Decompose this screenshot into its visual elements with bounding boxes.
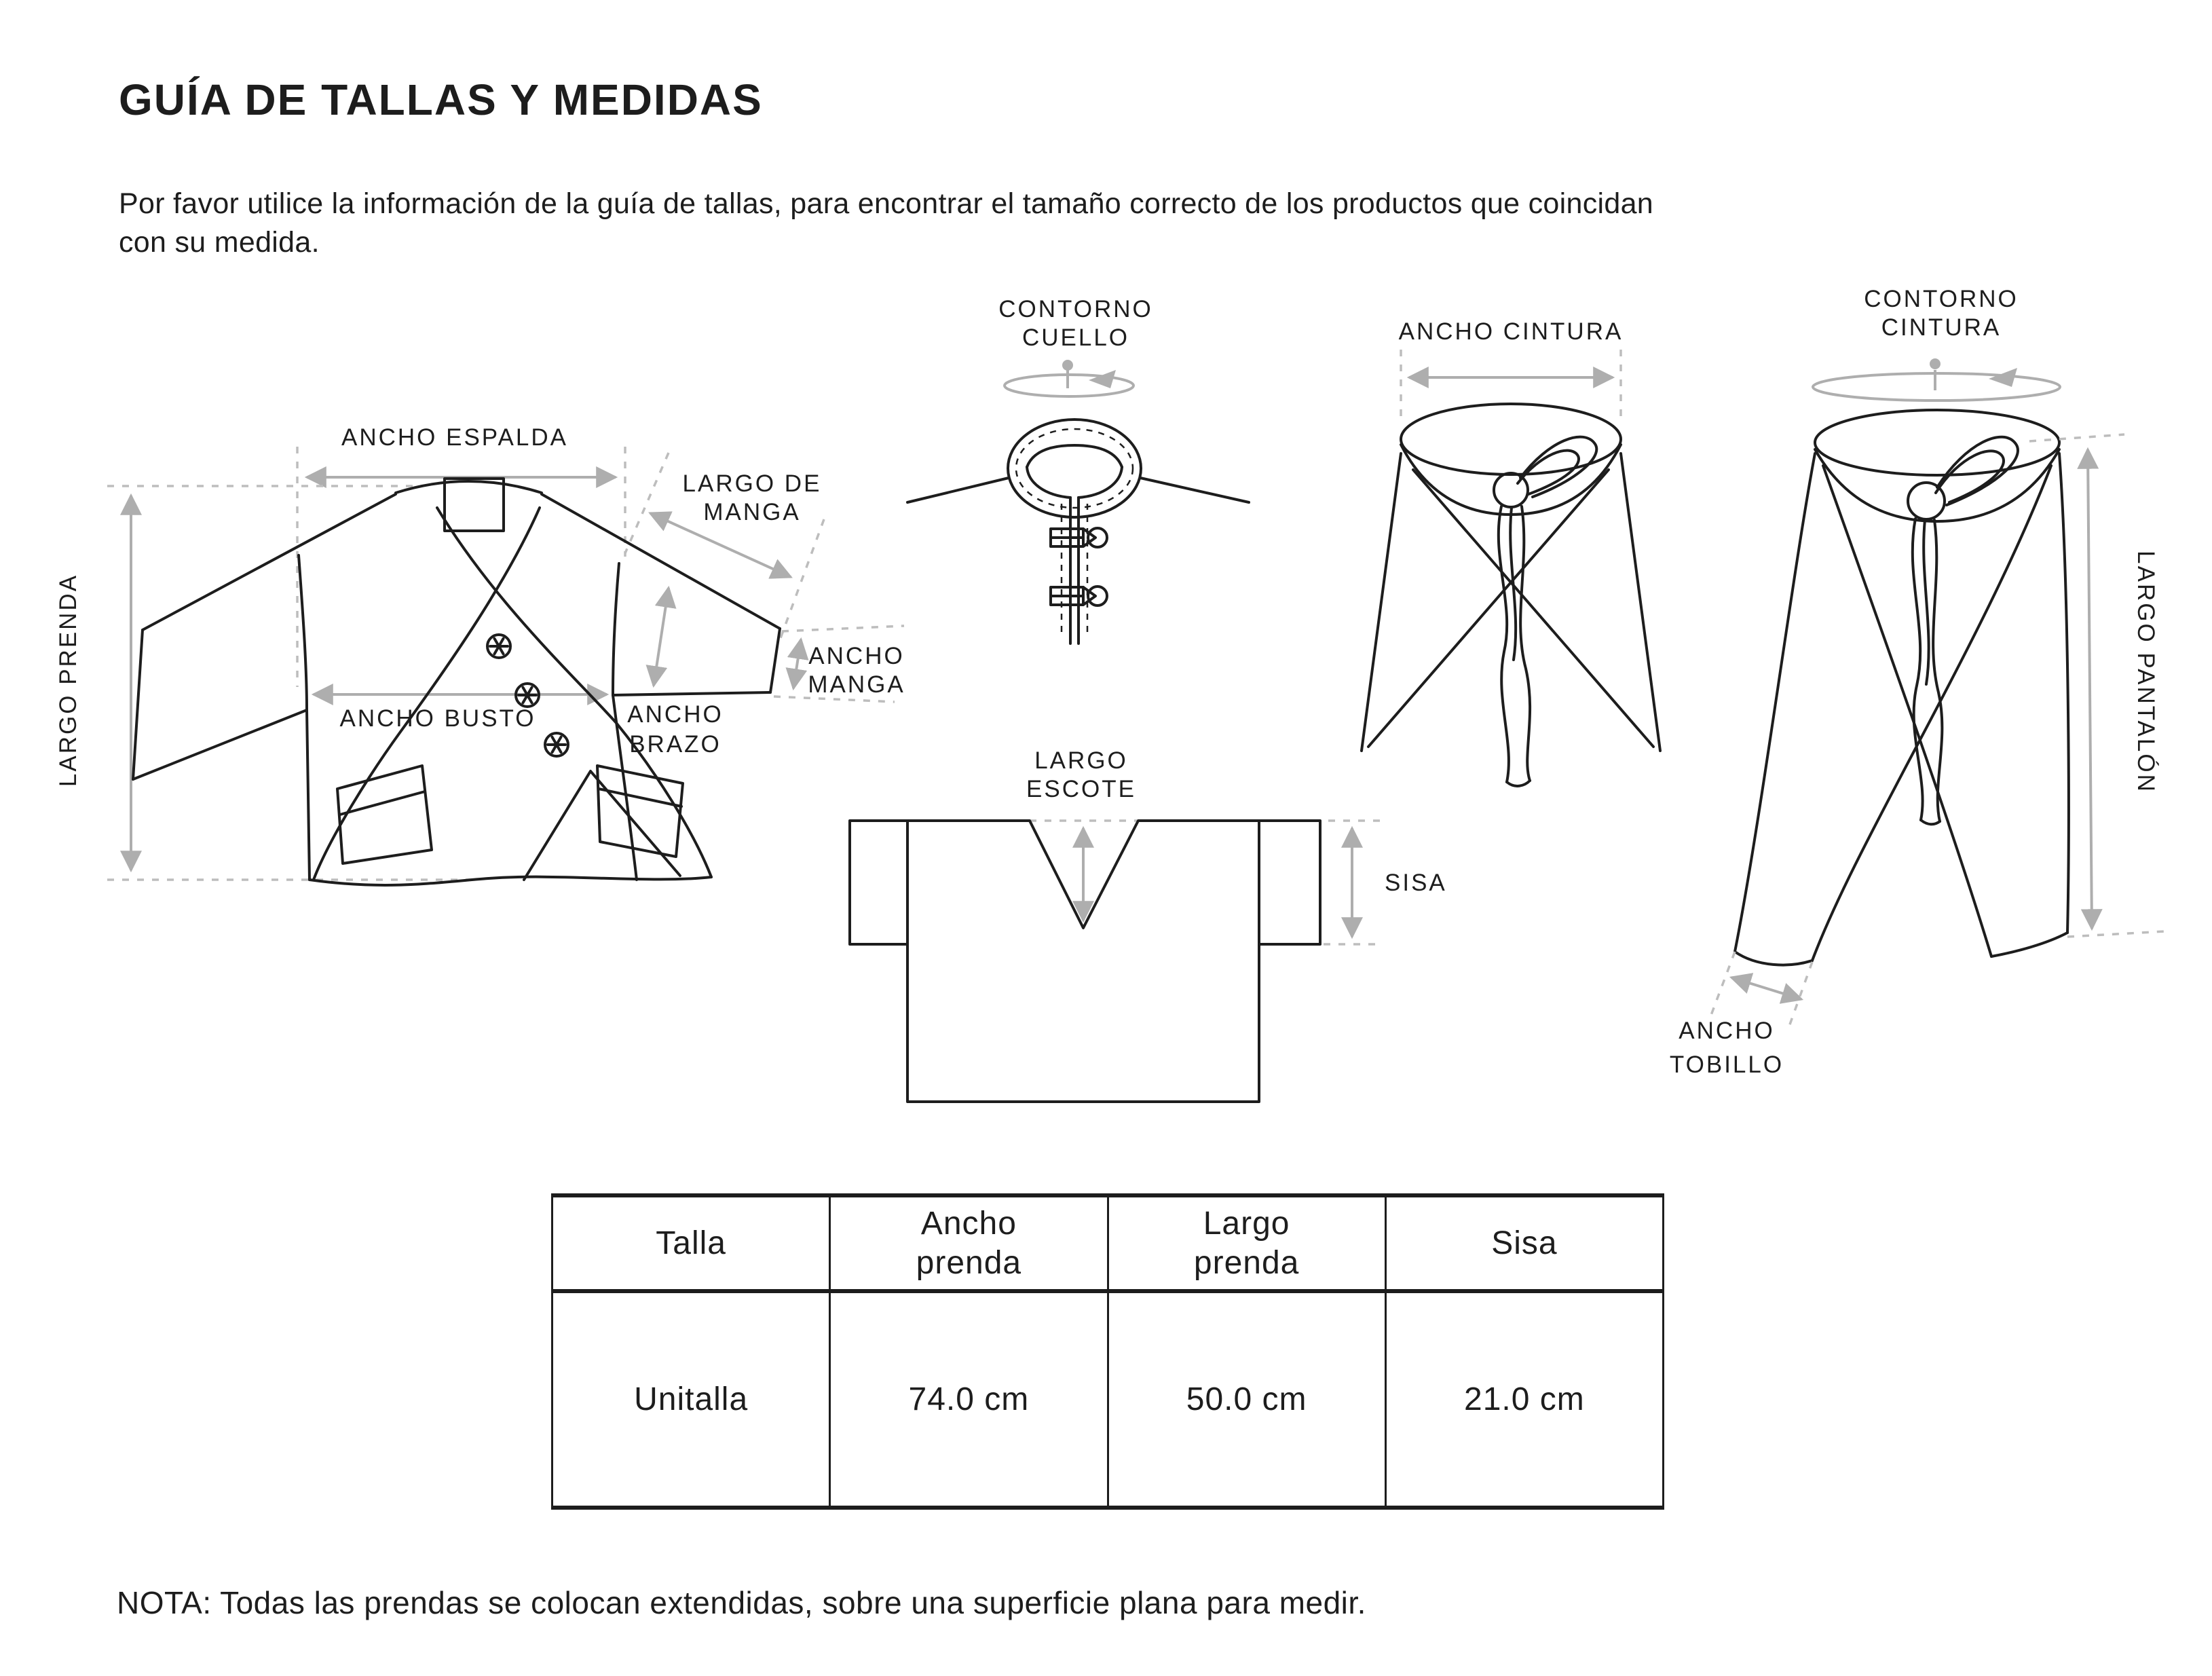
header-largo-prenda-line2: prenda	[1193, 1244, 1300, 1281]
pants-right-hem	[1991, 933, 2067, 956]
label-largo-de-manga-line2: MANGA	[703, 499, 801, 525]
rotation-arrow-icon	[1005, 360, 1133, 396]
guide-manga-top	[625, 453, 669, 553]
jacket-underlayer	[524, 771, 680, 880]
jacket-diagram	[55, 424, 905, 885]
label-largo-de-manga-line1: LARGO DE	[682, 470, 822, 497]
size-table-header-ancho-prenda	[830, 1195, 1108, 1291]
label-contorno-cintura-line1: CONTORNO	[1864, 286, 2019, 312]
jacket-left-armhole	[299, 555, 307, 710]
collar-inner-back-rim	[1027, 445, 1122, 467]
collar-diagram	[907, 296, 1249, 644]
label-largo-pantalon: LARGO PANTALÓN	[2133, 551, 2159, 794]
pants-right-outer	[2059, 453, 2069, 933]
cell-sisa: 21.0 cm	[1385, 1291, 1663, 1508]
jacket-right-cuff	[770, 629, 780, 692]
header-ancho-prenda-line1: Ancho	[920, 1205, 1017, 1242]
label-ancho-espalda: ANCHO ESPALDA	[341, 424, 568, 451]
wrap-skirt-diagram	[1362, 318, 1660, 786]
skirt-sash-bow	[1494, 437, 1596, 786]
jacket-right-sleeve-under	[613, 692, 770, 695]
jacket-left-pocket	[337, 766, 432, 863]
collar-placket	[1070, 498, 1079, 644]
jacket-left-side	[307, 710, 310, 880]
jacket-left-sleeve-under	[133, 710, 307, 779]
header-ancho-prenda-line2: prenda	[916, 1244, 1022, 1281]
tee-diagram	[850, 747, 1447, 1102]
measurement-note: NOTA: Todas las prendas se colocan extendidas, sobre una superficie plana para medir.	[117, 1585, 1366, 1620]
jacket-left-sleeve-top	[143, 494, 396, 630]
arrow-ancho-tobillo	[1731, 977, 1801, 999]
size-table-header-largo-prenda	[1108, 1195, 1385, 1291]
jacket-hem	[310, 877, 711, 885]
header-sisa-text: Sisa	[1491, 1225, 1558, 1261]
pants-diagram	[1670, 286, 2165, 1078]
label-ancho-tobillo-line2: TOBILLO	[1669, 1051, 1784, 1078]
arrow-ancho-manga	[793, 639, 801, 688]
intro-line-2: con su medida.	[119, 226, 320, 259]
pants-left-outer	[1735, 453, 1815, 952]
jacket-left-cuff	[133, 630, 143, 779]
label-largo-escote-line2: ESCOTE	[1026, 776, 1136, 802]
label-ancho-manga-line1: ANCHO	[808, 643, 905, 669]
page-title: GUÍA DE TALLAS Y MEDIDAS	[119, 75, 763, 124]
label-ancho-brazo-line1: ANCHO	[627, 701, 724, 728]
skirt-waistband-bottom	[1401, 445, 1621, 515]
label-largo-prenda: LARGO PRENDA	[55, 573, 81, 787]
size-table-row	[552, 1291, 1664, 1508]
size-table-header-talla	[552, 1195, 830, 1291]
size-table-header-row	[552, 1195, 1664, 1291]
jacket-right-pocket	[597, 766, 683, 857]
guide-cintura	[1401, 350, 1621, 420]
tee-outline	[850, 821, 1320, 1102]
guide-manga-cuff	[781, 519, 824, 638]
header-largo-prenda-line1: Largo	[1203, 1205, 1290, 1242]
cell-largo-prenda: 50.0 cm	[1108, 1291, 1385, 1508]
jacket-collar-arc	[396, 481, 542, 493]
guide-pantalon-bottom	[2067, 931, 2165, 937]
pants-waistband-top	[1815, 410, 2059, 475]
pants-wrap-diagonal-left	[1823, 466, 1991, 956]
arrow-ancho-brazo	[654, 588, 669, 686]
guide-ancho-manga-top	[782, 626, 904, 631]
collar-inner-front-rim	[1027, 467, 1122, 498]
pants-sash-bow	[1908, 437, 2018, 825]
jacket-right-armhole	[613, 563, 619, 695]
pants-left-hem	[1735, 952, 1812, 965]
collar-stitching	[1016, 429, 1133, 508]
label-contorno-cuello-line2: CUELLO	[1021, 324, 1130, 351]
label-sisa: SISA	[1385, 870, 1447, 896]
jacket-left-lapel	[437, 508, 711, 877]
label-contorno-cintura-line2: CINTURA	[1881, 314, 2002, 341]
label-ancho-tobillo-line1: ANCHO	[1679, 1018, 1775, 1044]
intro-line-1: Por favor utilice la información de la guía de tallas, para encontrar el tamaño correcto de los productos que coincidan	[119, 187, 1654, 220]
label-largo-escote-line1: LARGO	[1034, 747, 1128, 774]
label-contorno-cuello-line1: CONTORNO	[998, 296, 1153, 322]
label-ancho-cintura: ANCHO CINTURA	[1398, 318, 1624, 345]
header-talla-text: Talla	[656, 1225, 726, 1261]
label-ancho-manga-line2: MANGA	[808, 671, 905, 698]
label-ancho-busto: ANCHO BUSTO	[339, 705, 536, 732]
cell-talla: Unitalla	[552, 1291, 830, 1508]
guide-pantalon-top	[2029, 434, 2124, 441]
collar-placket-stitching	[1062, 504, 1087, 635]
skirt-outer-edges	[1362, 453, 1660, 751]
cell-ancho-prenda: 74.0 cm	[830, 1291, 1108, 1508]
size-table-header-sisa	[1385, 1195, 1663, 1291]
jacket-collar-tab	[445, 479, 504, 531]
label-ancho-brazo-line2: BRAZO	[629, 731, 721, 758]
arrow-largo-pantalon	[2088, 449, 2092, 929]
rotation-arrow-icon-pants	[1813, 358, 2060, 401]
size-table	[551, 1193, 1664, 1510]
